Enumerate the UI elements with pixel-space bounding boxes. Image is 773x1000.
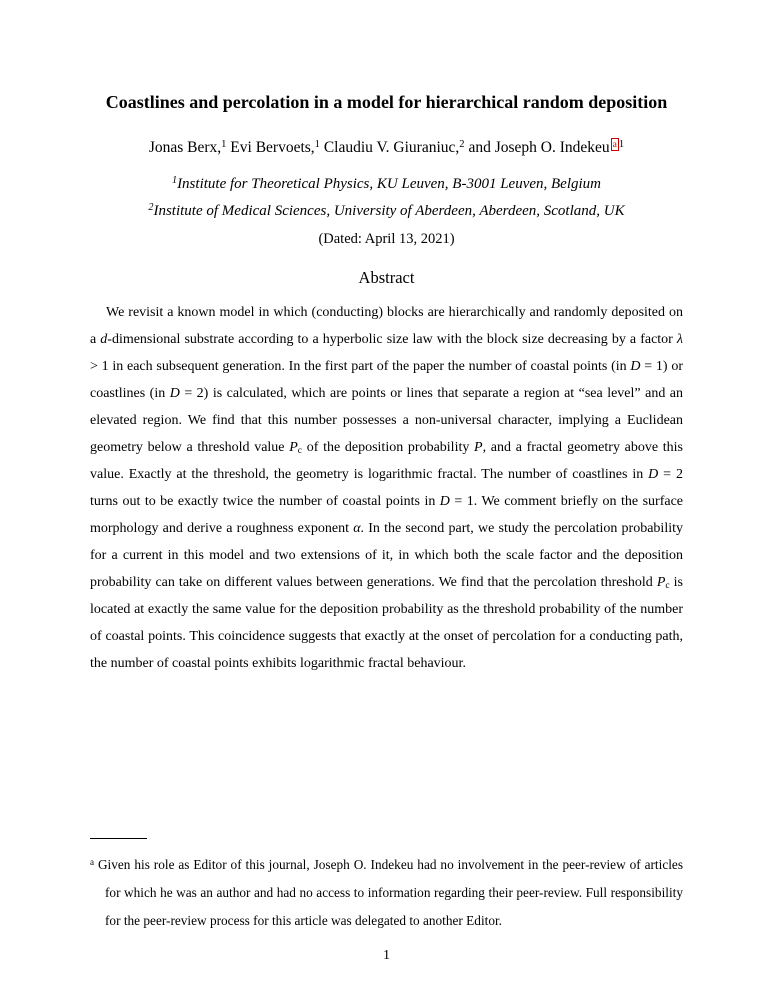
- footnote-text: [90, 851, 683, 935]
- text-run: and Joseph O. Indekeu: [464, 139, 610, 156]
- text-run: = 2 turns out to be exactly twice the number of coastal points in: [90, 467, 683, 509]
- footnote-rule: [90, 838, 147, 839]
- text-run: Institute of Medical Sciences, University of Aberdeen, Aberdeen, Scotland, UK: [153, 203, 625, 219]
- text-run: = 1. We comment briefly on the surface morphology and derive a roughness exponent: [90, 494, 683, 536]
- text-run: Evi Bervoets,: [226, 139, 315, 156]
- author-footnote-link[interactable]: a: [612, 139, 617, 151]
- text-run: Institute for Theoretical Physics, KU Leuven, B-3001 Leuven, Belgium: [177, 176, 602, 192]
- text-run: a: [90, 856, 95, 867]
- text-run: 1: [618, 139, 625, 151]
- text-run: -dimensional substrate according to a hyperbolic size law with the block size decreasing by a factor: [107, 332, 677, 347]
- text-run: 2: [148, 202, 154, 214]
- text-run: D: [169, 386, 180, 401]
- text-run: Jonas Berx,: [148, 139, 222, 156]
- abstract-paragraph: [90, 299, 683, 677]
- text-run: D: [630, 359, 641, 374]
- text-run: Claudiu V. Giuraniuc,: [319, 139, 460, 156]
- text-run: We revisit a known model in which (conducting) blocks are hierarchically and randomly deposited on a: [90, 305, 683, 347]
- paper-title: Coastlines and percolation in a model for hierarchical random deposition: [105, 92, 668, 112]
- text-run: D: [439, 494, 450, 509]
- abstract-heading: Abstract: [358, 268, 415, 287]
- text-run: . In the second part, we study the percolation probability for a current in this model and two extensions of it, in which both the scale factor and the deposition probability can take on different values between generations. We find that the percolation threshold: [90, 521, 683, 590]
- text-run: Given his role as Editor of this journal, Joseph O. Indekeu had no involvement in the peer-review of articles for which he was an author and had no access to information regarding their peer-review. Full responsibility for the peer-review process for this article was delegated to another Editor.: [94, 857, 683, 928]
- text-run: c: [665, 581, 670, 592]
- text-run: 2: [459, 139, 465, 151]
- date-line: (Dated: April 13, 2021): [318, 231, 455, 247]
- text-run: α: [353, 521, 361, 536]
- text-run: = 2) is calculated, which are points or lines that separate a region at “sea level” and an elevated region. We find that this number possesses a non-universal character, implying a Euclidean geometry below a threshold value: [90, 386, 684, 455]
- footnote-block: [90, 838, 683, 935]
- text-run: D: [648, 467, 659, 482]
- text-run: c: [297, 446, 303, 457]
- text-run: is located at exactly the same value for the deposition probability as the threshold probability of the number of coastal points. This coincidence suggests that exactly at the onset of percolation for a conducting path, the number of coastal points exhibits logarithmic fractal behaviour.: [90, 575, 683, 671]
- text-run: λ: [676, 332, 683, 347]
- text-run: = 1) or coastlines (in: [90, 359, 683, 401]
- text-run: P: [656, 575, 666, 590]
- text-run: P: [474, 440, 483, 455]
- author-line: [90, 137, 683, 159]
- text-run: , and a fractal geometry above this value. Exactly at the threshold, the geometry is logarithmic fractal. The number of coastlines in: [90, 440, 684, 482]
- affiliation-line-2: [90, 198, 683, 225]
- page-number: 1: [383, 948, 390, 963]
- text-run: > 1 in each subsequent generation. In the first part of the paper the number of coastal points (in: [90, 359, 631, 374]
- affiliation-line-1: [90, 171, 683, 198]
- text-run: of the deposition probability: [302, 440, 475, 455]
- text-run: 1: [221, 139, 227, 151]
- text-run: P: [289, 440, 298, 455]
- text-run: 1: [314, 139, 320, 151]
- text-run: 1: [171, 175, 178, 187]
- text-run: d: [100, 332, 108, 347]
